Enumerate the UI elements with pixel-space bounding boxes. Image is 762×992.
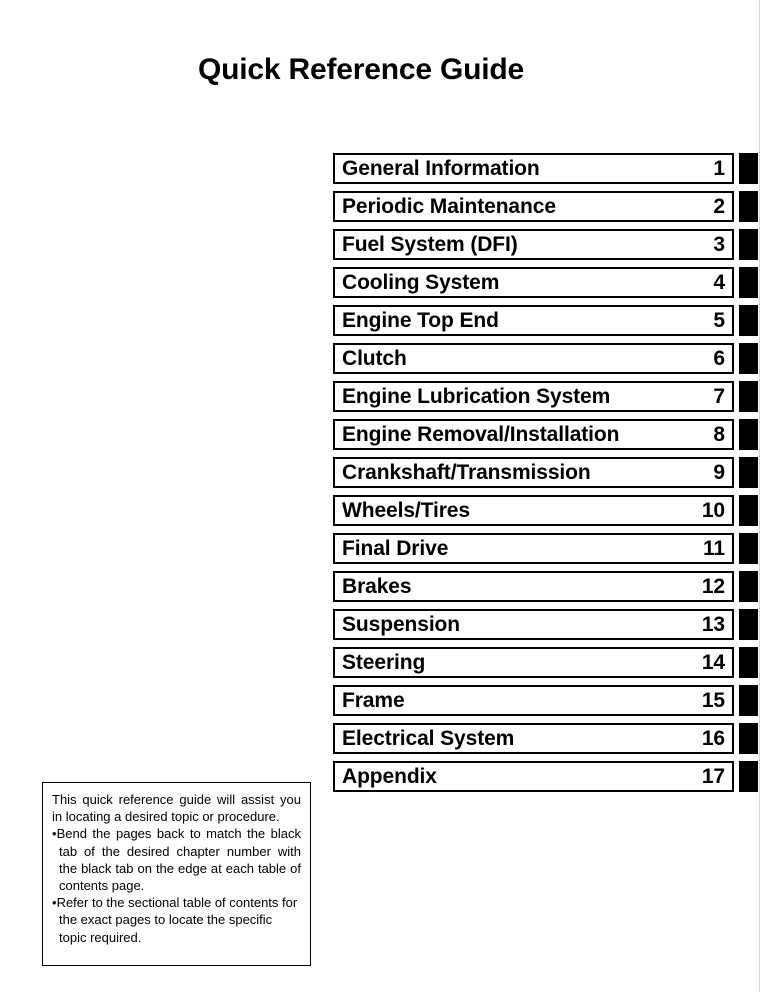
note-bullet-text: Refer to the sectional table of contents for the exact pages to locate the specific topic required.: [56, 895, 298, 945]
chapter-number: 2: [713, 194, 725, 218]
usage-note-box: [42, 782, 311, 966]
chapter-number: 12: [701, 574, 725, 598]
chapter-row[interactable]: [333, 533, 758, 564]
chapter-black-tab: [739, 761, 758, 792]
chapter-number: 14: [701, 650, 725, 674]
chapter-row[interactable]: [333, 571, 758, 602]
chapter-row[interactable]: [333, 495, 758, 526]
chapter-title: Brakes: [342, 574, 412, 598]
chapter-entry-box[interactable]: [333, 647, 734, 678]
chapter-title: Final Drive: [342, 536, 449, 560]
page-title: Quick Reference Guide: [198, 53, 524, 86]
chapter-number: 4: [713, 270, 725, 294]
chapter-row[interactable]: [333, 761, 758, 792]
bullet-marker-icon: •: [52, 895, 57, 911]
chapter-entry-box[interactable]: [333, 609, 734, 640]
chapter-title: Wheels/Tires: [342, 498, 470, 522]
chapter-title: Electrical System: [342, 726, 515, 750]
chapter-entry-box[interactable]: [333, 495, 734, 526]
chapter-entry-box[interactable]: [333, 381, 734, 412]
chapter-row[interactable]: [333, 685, 758, 716]
chapter-title: Fuel System (DFI): [342, 232, 518, 256]
chapter-title: Suspension: [342, 612, 461, 636]
chapter-row[interactable]: [333, 267, 758, 298]
chapter-title: Engine Removal/Installation: [342, 422, 620, 446]
chapter-row[interactable]: [333, 191, 758, 222]
chapter-row[interactable]: [333, 229, 758, 260]
chapter-black-tab: [739, 343, 758, 374]
note-bullet-item: [52, 825, 301, 894]
note-bullet-text: Bend the pages back to match the black tab of the desired chapter number with the black tab on the edge at each table of contents page.: [56, 826, 301, 894]
chapter-number: 10: [701, 498, 725, 522]
chapter-black-tab: [739, 533, 758, 564]
chapter-entry-box[interactable]: [333, 723, 734, 754]
chapter-entry-box[interactable]: [333, 153, 734, 184]
chapter-title: Crankshaft/Transmission: [342, 460, 591, 484]
chapter-entry-box[interactable]: [333, 229, 734, 260]
chapter-title: Engine Lubrication System: [342, 384, 611, 408]
chapter-entry-box[interactable]: [333, 761, 734, 792]
chapter-number: 13: [701, 612, 725, 636]
chapter-black-tab: [739, 609, 758, 640]
chapter-row[interactable]: [333, 343, 758, 374]
chapter-row[interactable]: [333, 153, 758, 184]
note-intro-text: This quick reference guide will assist you in locating a desired topic or procedure.: [52, 792, 301, 825]
chapter-row[interactable]: [333, 419, 758, 450]
chapter-row[interactable]: [333, 457, 758, 488]
chapter-number: 11: [703, 536, 725, 560]
chapter-number: 3: [713, 232, 725, 256]
chapter-title: Cooling System: [342, 270, 500, 294]
chapter-black-tab: [739, 685, 758, 716]
chapter-number: 15: [701, 688, 725, 712]
bullet-marker-icon: •: [52, 826, 57, 842]
chapter-black-tab: [739, 571, 758, 602]
chapter-entry-box[interactable]: [333, 457, 734, 488]
chapter-row[interactable]: [333, 381, 758, 412]
chapter-number: 7: [713, 384, 725, 408]
chapter-number: 1: [713, 156, 725, 180]
chapter-number: 16: [701, 726, 725, 750]
chapter-title: General Information: [342, 156, 540, 180]
chapter-index-list: [333, 153, 758, 799]
chapter-title: Appendix: [342, 764, 437, 788]
chapter-title: Frame: [342, 688, 405, 712]
chapter-black-tab: [739, 381, 758, 412]
chapter-title: Clutch: [342, 346, 407, 370]
chapter-title: Periodic Maintenance: [342, 194, 556, 218]
chapter-entry-box[interactable]: [333, 267, 734, 298]
chapter-black-tab: [739, 457, 758, 488]
chapter-entry-box[interactable]: [333, 419, 734, 450]
chapter-black-tab: [739, 723, 758, 754]
note-bullet-item: [52, 894, 301, 946]
chapter-black-tab: [739, 267, 758, 298]
chapter-number: 9: [713, 460, 725, 484]
page-trim-edge: [759, 0, 760, 992]
chapter-black-tab: [739, 153, 758, 184]
chapter-black-tab: [739, 229, 758, 260]
chapter-title: Engine Top End: [342, 308, 499, 332]
chapter-black-tab: [739, 419, 758, 450]
chapter-number: 8: [713, 422, 725, 446]
chapter-row[interactable]: [333, 609, 758, 640]
chapter-entry-box[interactable]: [333, 571, 734, 602]
chapter-black-tab: [739, 647, 758, 678]
chapter-black-tab: [739, 191, 758, 222]
chapter-entry-box[interactable]: [333, 305, 734, 336]
chapter-number: 5: [713, 308, 725, 332]
chapter-entry-box[interactable]: [333, 685, 734, 716]
chapter-row[interactable]: [333, 647, 758, 678]
chapter-entry-box[interactable]: [333, 533, 734, 564]
chapter-black-tab: [739, 495, 758, 526]
chapter-number: 17: [701, 764, 725, 788]
chapter-row[interactable]: [333, 305, 758, 336]
chapter-number: 6: [713, 346, 725, 370]
chapter-title: Steering: [342, 650, 426, 674]
chapter-entry-box[interactable]: [333, 343, 734, 374]
chapter-entry-box[interactable]: [333, 191, 734, 222]
chapter-row[interactable]: [333, 723, 758, 754]
chapter-black-tab: [739, 305, 758, 336]
